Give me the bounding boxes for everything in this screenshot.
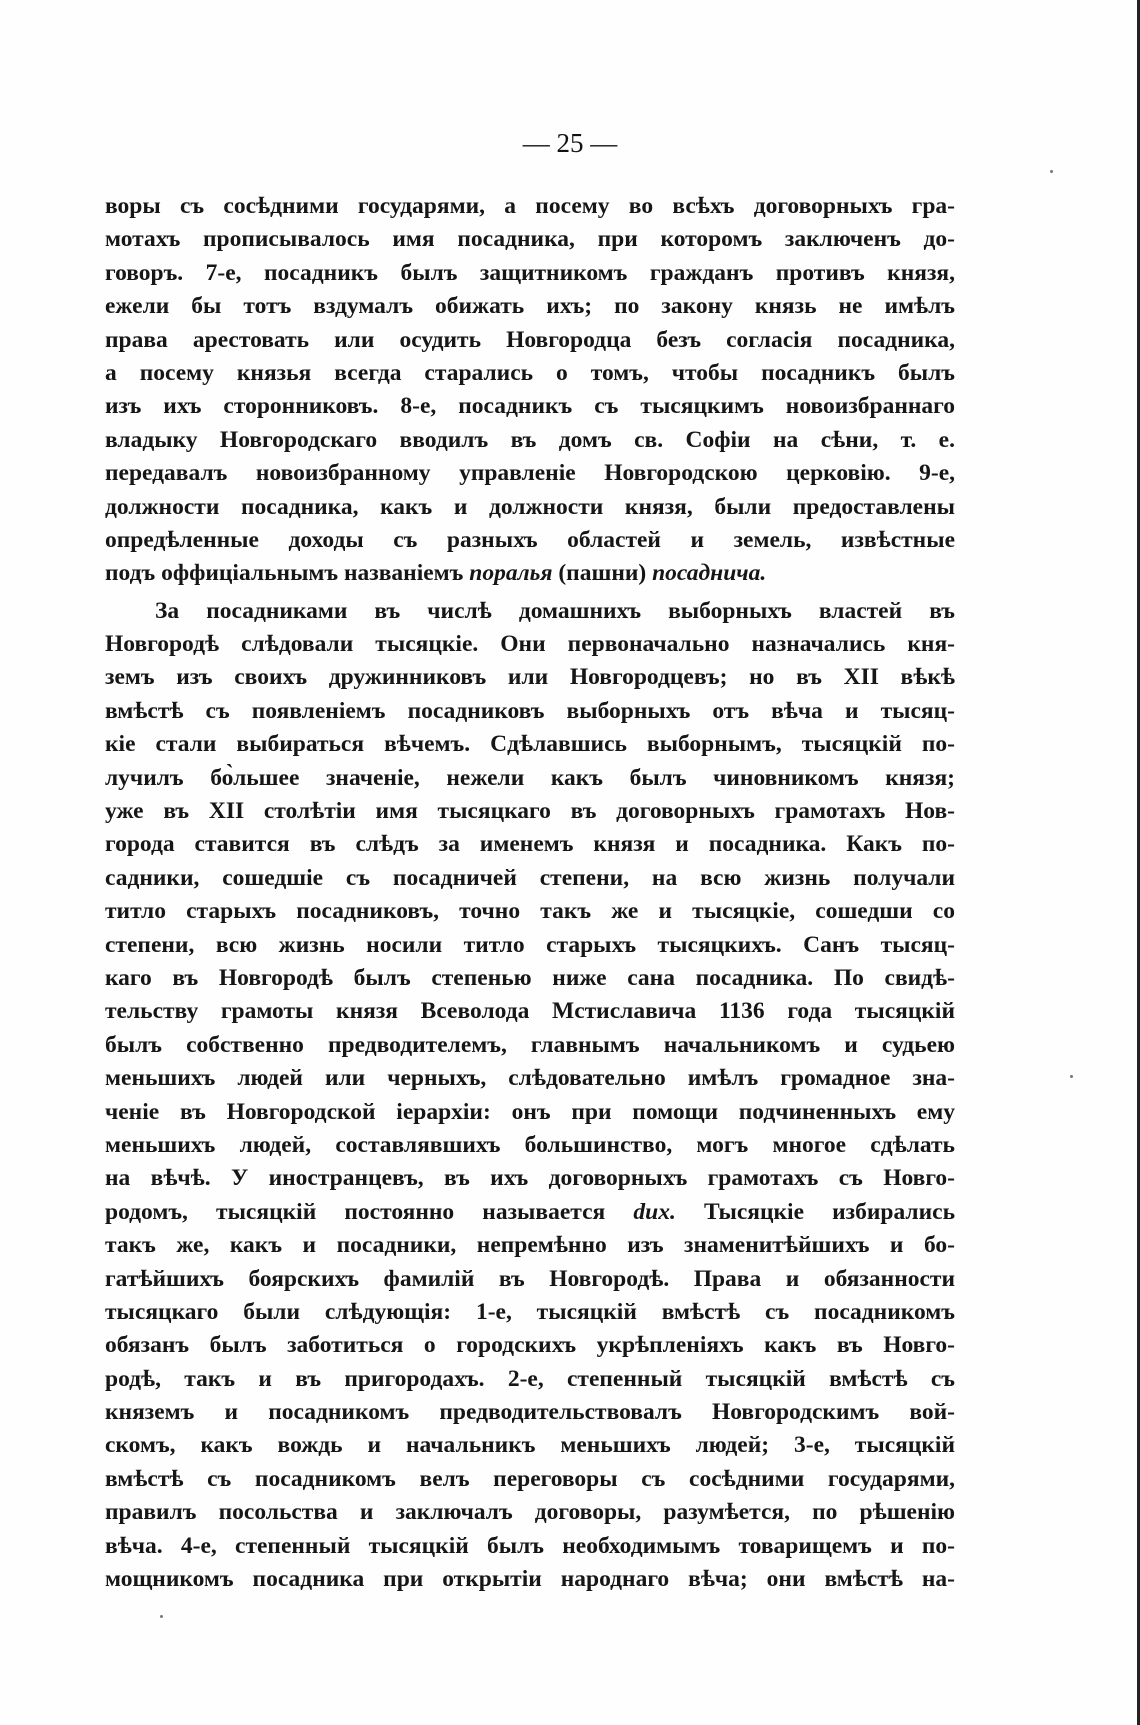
text-line: обязанъ былъ заботиться о городскихъ укрѣпленіяхъ какъ въ Новго-	[105, 1332, 955, 1359]
page-number: — 25 —	[522, 128, 618, 158]
text-line: титло старыхъ посадниковъ, точно такъ же и тысяцкіе, сошедши со	[105, 898, 955, 925]
scan-speck	[160, 1615, 163, 1618]
text-segment: родомъ, тысяцкій постоянно называется	[105, 1198, 606, 1225]
body-text	[105, 190, 955, 1596]
text-line: говоръ. 7-е, посадникъ былъ защитникомъ гражданъ противъ князя,	[105, 259, 955, 286]
text-line: Новгородѣ слѣдовали тысяцкіе. Они первоначально назначались кня-	[105, 631, 955, 658]
text-line: правилъ посольства и заключалъ договоры, разумѣется, по рѣшенію	[105, 1499, 955, 1526]
scan-speck	[1070, 1075, 1073, 1078]
text-line: меньшихъ людей, составлявшихъ большинство, могъ многое сдѣлать	[105, 1131, 955, 1158]
text-line: опредѣленные доходы съ разныхъ областей и земель, извѣстные	[105, 526, 955, 553]
text-line: земъ изъ своихъ дружинниковъ или Новгородцевъ; но въ XII вѣкѣ	[105, 664, 955, 691]
paragraph-2	[105, 595, 955, 1597]
text-line: тысяцкаго были слѣдующія: 1-е, тысяцкій вмѣстѣ съ посадникомъ	[105, 1298, 955, 1325]
text-line: мощникомъ посадника при открытіи народнаго вѣча; они вмѣстѣ на-	[105, 1566, 955, 1593]
italic-term-poralya: поралья	[469, 560, 553, 587]
text-line: родѣ, такъ и въ пригородахъ. 2-е, степенный тысяцкій вмѣстѣ съ	[105, 1365, 955, 1392]
text-line: уже въ XII столѣтіи имя тысяцкаго въ договорныхъ грамотахъ Нов-	[105, 798, 955, 825]
text-line: гатѣйшихъ боярскихъ фамилій въ Новгородѣ. Права и обязанности	[105, 1265, 955, 1292]
text-line: кіе стали выбираться вѣчемъ. Сдѣлавшись выборнымъ, тысяцкій по-	[105, 731, 955, 758]
text-line	[105, 557, 955, 590]
text-line: передавалъ новоизбранному управленіе Новгородскою церковію. 9-е,	[105, 460, 955, 487]
text-line: садники, сошедшіе съ посадничей степени, на всю жизнь получали	[105, 864, 955, 891]
text-line: владыку Новгородскаго вводилъ въ домъ св. Софіи на сѣни, т. е.	[105, 426, 955, 453]
scan-speck	[1050, 170, 1053, 173]
italic-term-dux: dux.	[633, 1198, 676, 1225]
text-line: лучилъ бо̀льшее значеніе, нежели какъ былъ чиновникомъ князя;	[105, 764, 955, 791]
text-line: степени, всю жизнь носили титло старыхъ тысяцкихъ. Санъ тысяц-	[105, 931, 955, 958]
text-line: должности посадника, какъ и должности князя, были предоставлены	[105, 493, 955, 520]
text-line: изъ ихъ сторонниковъ. 8-е, посадникъ съ тысяцкимъ новоизбраннаго	[105, 393, 955, 420]
text-line: княземъ и посадникомъ предводительствовалъ Новгородскимъ вой-	[105, 1399, 955, 1426]
text-line: права арестовать или осудить Новгородца безъ согласія посадника,	[105, 326, 955, 353]
text-line: былъ собственно предводителемъ, главнымъ начальникомъ и судьею	[105, 1031, 955, 1058]
text-line: вмѣстѣ съ посадникомъ велъ переговоры съ сосѣдними государями,	[105, 1465, 955, 1492]
text-segment: (пашни)	[558, 560, 647, 587]
text-line: За посадниками въ числѣ домашнихъ выборныхъ властей въ	[155, 597, 955, 624]
text-line: вмѣстѣ съ появленіемъ посадниковъ выборныхъ отъ вѣча и тысяц-	[105, 697, 955, 724]
text-line: меньшихъ людей или черныхъ, слѣдовательно имѣлъ громадное зна-	[105, 1065, 955, 1092]
text-segment: Тысяцкіе избирались	[703, 1198, 955, 1225]
text-line: на вѣчѣ. У иностранцевъ, въ ихъ договорныхъ грамотахъ съ Новго-	[105, 1165, 955, 1192]
text-line: ченіе въ Новгородской іерархіи: онъ при помощи подчиненныхъ ему	[105, 1098, 955, 1125]
text-line: мотахъ прописывалось имя посадника, при которомъ заключенъ до-	[105, 226, 955, 253]
text-line: города ставится въ слѣдъ за именемъ князя и посадника. Какъ по-	[105, 831, 955, 858]
text-line: скомъ, какъ вождь и начальникъ меньшихъ людей; 3-е, тысяцкій	[105, 1432, 955, 1459]
text-line: тельству грамоты князя Всеволода Мстиславича 1136 года тысяцкій	[105, 998, 955, 1025]
paragraph-1	[105, 190, 955, 591]
text-segment: подъ оффиціальнымъ названіемъ	[105, 560, 464, 587]
text-line	[105, 1196, 955, 1229]
text-line: такъ же, какъ и посадники, непремѣнно изъ знаменитѣйшихъ и бо-	[105, 1232, 955, 1259]
text-line: ежели бы тотъ вздумалъ обижать ихъ; по закону князь не имѣлъ	[105, 293, 955, 320]
text-line: а посему князья всегда старались о томъ, чтобы посадникъ былъ	[105, 359, 955, 386]
italic-term-posadnicha: посаднича.	[652, 560, 767, 587]
text-line: каго въ Новгородѣ былъ степенью ниже сана посадника. По свидѣ-	[105, 964, 955, 991]
text-line: вѣча. 4-е, степенный тысяцкій былъ необходимымъ товарищемъ и по-	[105, 1532, 955, 1559]
text-line: воры съ сосѣдними государями, а посему во всѣхъ договорныхъ гра-	[105, 193, 955, 219]
